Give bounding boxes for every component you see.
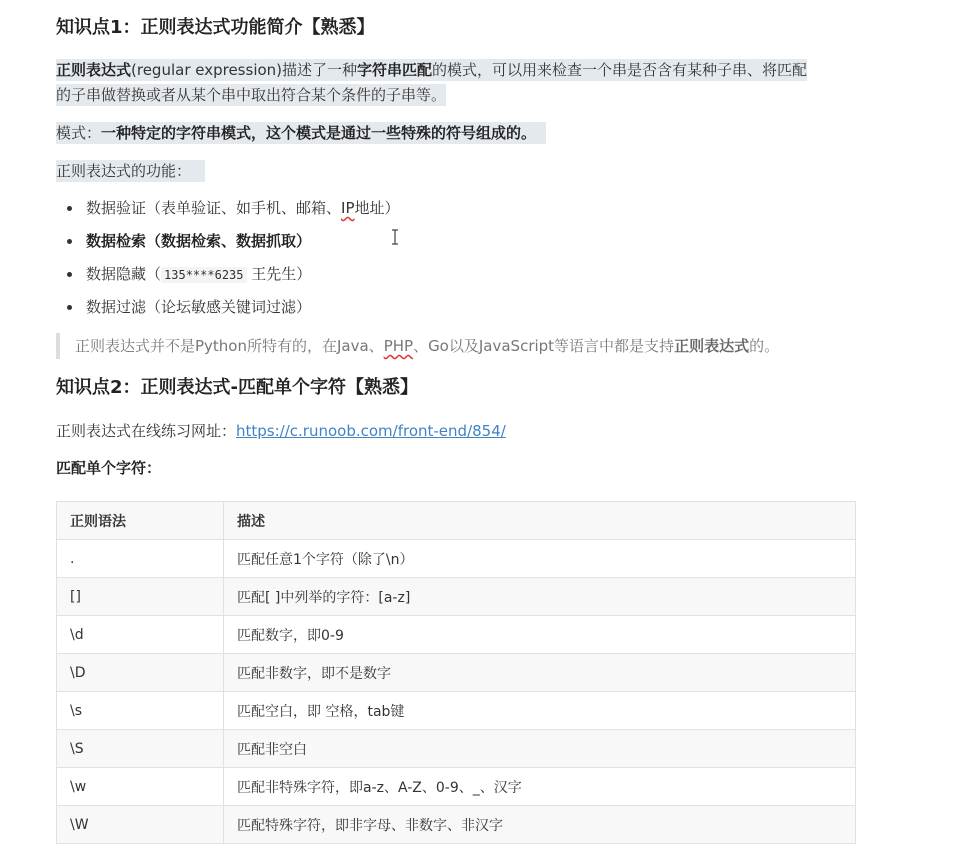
inline-code: 135****6235	[161, 267, 246, 283]
syntax-cell: \S	[57, 730, 224, 768]
table-row	[57, 692, 856, 730]
intro-bold: 字符串匹配	[357, 61, 433, 79]
practice-label: 正则表达式在线练习网址：	[56, 422, 237, 440]
spell-flagged-word: IP	[341, 199, 355, 217]
section2-heading: 知识点2：正则表达式-匹配单个字符【熟悉】	[56, 377, 418, 398]
functions-label	[56, 159, 205, 184]
subheading-paragraph	[56, 456, 161, 481]
table-header-row	[57, 502, 856, 540]
quote-text: 、Go以及JavaScript等语言中都是支持	[413, 337, 675, 355]
table-row	[57, 806, 856, 844]
table-header-cell: 正则语法	[57, 502, 224, 540]
syntax-cell: \d	[57, 616, 224, 654]
feature-text: 数据隐藏（	[86, 265, 162, 283]
blockquote	[56, 333, 779, 359]
spell-flagged-word: PHP	[383, 337, 414, 355]
list-item	[64, 262, 400, 295]
syntax-cell: \D	[57, 654, 224, 692]
intro-line-2: 的子串做替换或者从某个串中取出符合某个条件的子串等。	[56, 86, 447, 104]
description-cell: 匹配任意1个字符（除了\n）	[224, 540, 856, 578]
intro-text-2: 的模式，可以用来检查一个串是否含有某种子串、将匹配	[432, 61, 808, 79]
table-row	[57, 730, 856, 768]
feature-text: 数据过滤（论坛敏感关键词过滤）	[86, 298, 312, 316]
practice-paragraph	[56, 419, 506, 444]
feature-text: 地址）	[354, 199, 400, 217]
intro-line-1	[56, 59, 807, 81]
quote-text: 正则表达式并不是Python所特有的，在Java、	[75, 337, 384, 355]
syntax-table	[56, 501, 856, 844]
feature-text: 王先生）	[246, 265, 312, 283]
text-cursor-icon	[391, 229, 399, 245]
section1-heading: 知识点1：正则表达式功能简介【熟悉】	[56, 17, 375, 38]
intro-term: 正则表达式	[56, 61, 132, 79]
description-cell: 匹配特殊字符，即非字母、非数字、非汉字	[224, 806, 856, 844]
syntax-cell: .	[57, 540, 224, 578]
pattern-label: 模式：	[56, 124, 102, 142]
intro-text-1: (regular expression)描述了一种	[131, 61, 358, 79]
description-cell: 匹配非特殊字符，即a-z、A-Z、0-9、_、汉字	[224, 768, 856, 806]
description-cell: 匹配非空白	[224, 730, 856, 768]
syntax-cell: \s	[57, 692, 224, 730]
syntax-cell: []	[57, 578, 224, 616]
quote-bold: 正则表达式	[674, 337, 750, 355]
table-header-cell: 描述	[224, 502, 856, 540]
feature-text: 数据验证（表单验证、如手机、邮箱、	[86, 199, 342, 217]
list-item	[64, 295, 400, 328]
table-row	[57, 616, 856, 654]
table-row	[57, 540, 856, 578]
functions-label-text: 正则表达式的功能：	[56, 162, 192, 180]
pattern-bold: 一种特定的字符串模式，这个模式是通过一些特殊的符号组成的。	[101, 124, 537, 142]
feature-list	[64, 196, 400, 328]
syntax-cell: \W	[57, 806, 224, 844]
pattern-paragraph	[56, 121, 546, 146]
quote-text: 的。	[749, 337, 780, 355]
description-cell: 匹配[ ]中列举的字符：[a-z]	[224, 578, 856, 616]
table-row	[57, 578, 856, 616]
syntax-cell: \w	[57, 768, 224, 806]
table-row	[57, 768, 856, 806]
description-cell: 匹配数字，即0-9	[224, 616, 856, 654]
list-item	[64, 229, 400, 262]
table-row	[57, 654, 856, 692]
description-cell: 匹配非数字，即不是数字	[224, 654, 856, 692]
list-item	[64, 196, 400, 229]
description-cell: 匹配空白，即 空格，tab键	[224, 692, 856, 730]
feature-text-bold: 数据检索（数据检索、数据抓取）	[86, 232, 312, 250]
intro-paragraph	[56, 58, 807, 108]
practice-link[interactable]: https://c.runoob.com/front-end/854/	[236, 422, 506, 440]
subheading: 匹配单个字符：	[56, 459, 162, 477]
